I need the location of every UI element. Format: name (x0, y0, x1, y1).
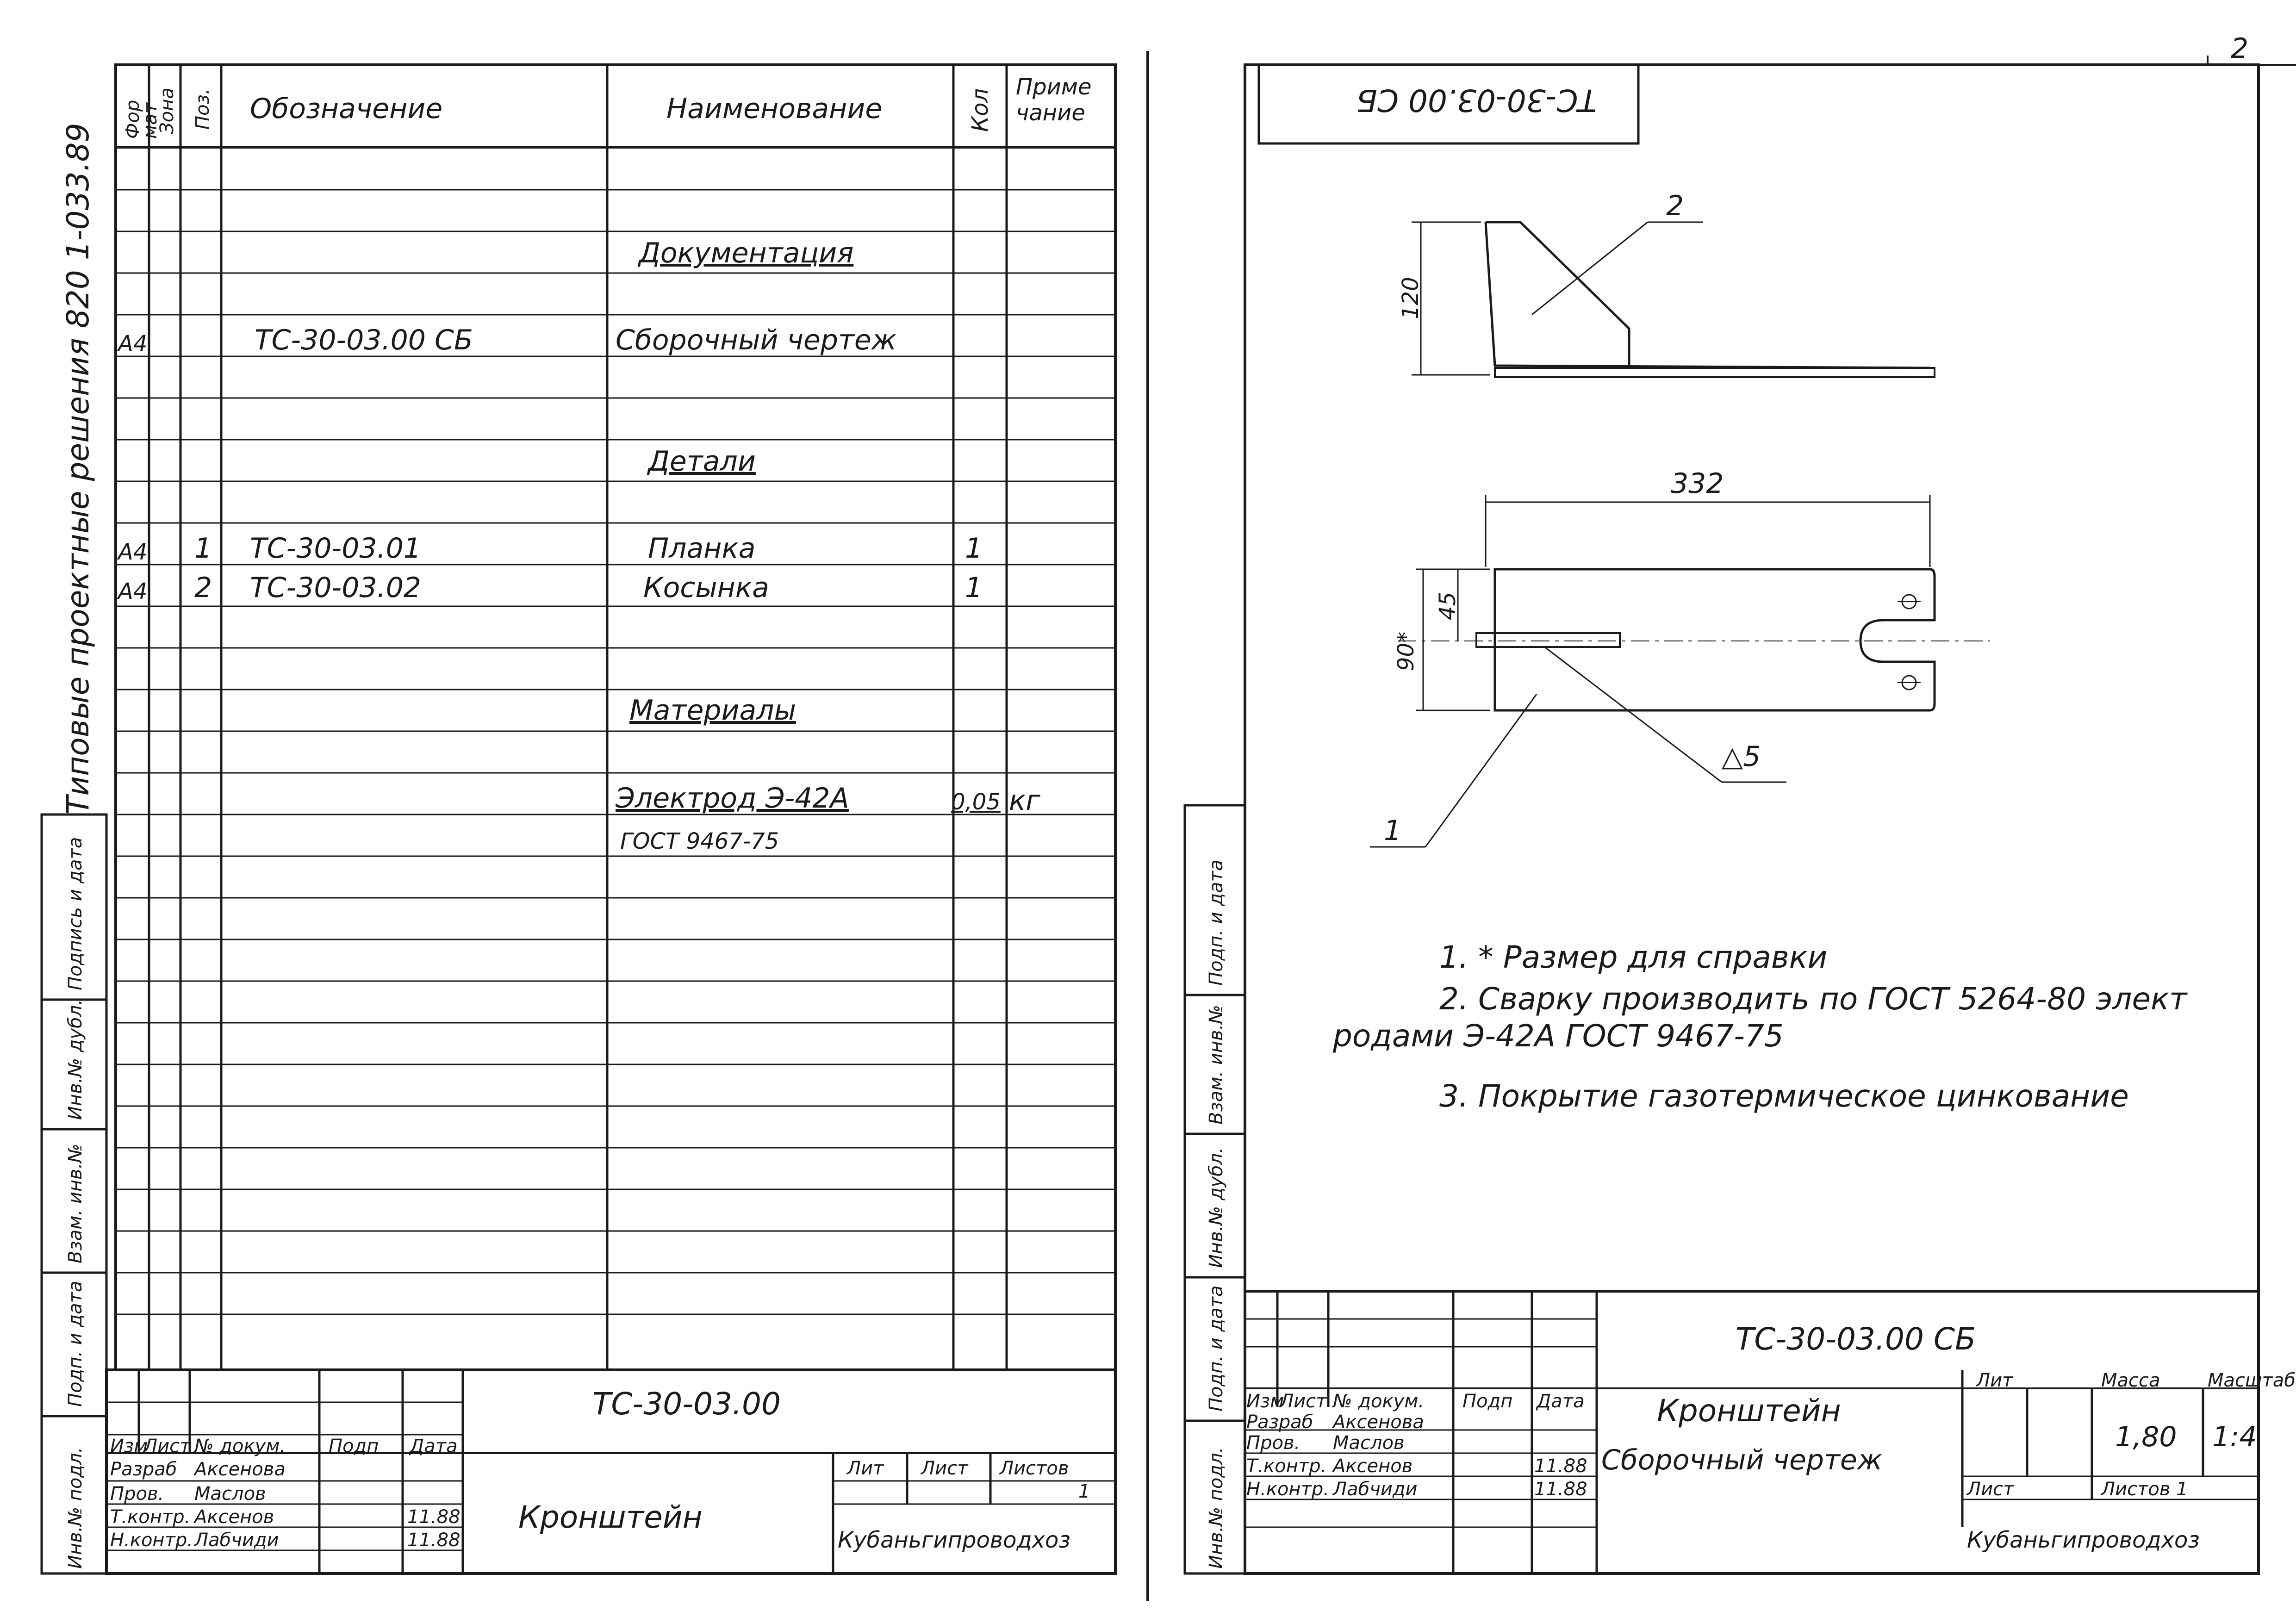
row-designation: ТС-30-03.02 (250, 572, 421, 604)
dim-length: 332 (1671, 467, 1724, 500)
row-qty: 1 (965, 572, 983, 604)
date: 11.88 (1534, 1479, 1587, 1500)
date: 11.88 (407, 1530, 460, 1551)
sheet-label: Лист (1967, 1479, 2014, 1500)
row-format: А4 (118, 539, 148, 565)
row-note: кг (1009, 784, 1040, 817)
mass-label: Масса (2101, 1370, 2160, 1391)
doc-number: ТС-30-03.00 (592, 1386, 781, 1422)
doc-type: Сборочный чертеж (1601, 1444, 1882, 1476)
callout-1: 1 (1384, 815, 1402, 847)
row-name: ГОСТ 9467-75 (620, 828, 779, 854)
person: Маслов (194, 1483, 266, 1505)
dim-width: 90* (1393, 631, 1419, 671)
side-label: Подп. и дата (1206, 859, 1227, 986)
sheets-label: Листов (1000, 1458, 1069, 1479)
header-designation: Обозначение (250, 93, 443, 125)
weld-symbol: △5 (1722, 740, 1761, 773)
col-header: № докум. (1333, 1391, 1425, 1412)
item-name: Кронштейн (1657, 1393, 1841, 1429)
role: Н.контр. (110, 1530, 193, 1551)
row-pos: 2 (194, 572, 212, 604)
date: 11.88 (1534, 1455, 1587, 1477)
person: Аксенов (194, 1506, 274, 1528)
col-header: Дата (410, 1436, 458, 1457)
page-number: 2 (2231, 32, 2249, 65)
note-2: 2. Сварку производить по ГОСТ 5264-80 элект (1439, 981, 2187, 1017)
lit-label: Лит (847, 1458, 884, 1479)
dim-height: 120 (1398, 277, 1424, 319)
col-header: Дата (1537, 1391, 1585, 1412)
col-header: Изм (1246, 1391, 1284, 1412)
bracket-drawing (1370, 222, 1990, 847)
side-label: Инв.№ подл. (1206, 1447, 1227, 1569)
section-details: Детали (648, 445, 756, 478)
doc-number: ТС-30-03.00 СБ (1736, 1321, 1976, 1357)
header-name: Наименование (666, 93, 883, 125)
row-designation: ТС-30-03.01 (250, 532, 421, 565)
header-qty: Кол (967, 88, 993, 132)
person: Аксенова (194, 1459, 286, 1480)
sheets-value: 1 (1078, 1481, 1090, 1502)
lit-label: Лит (1976, 1370, 2013, 1391)
side-label: Подпись и дата (65, 837, 86, 990)
side-label: Инв.№ дубл. (65, 999, 86, 1120)
person: Маслов (1333, 1432, 1405, 1454)
side-label: Взам. инв.№ (1206, 1005, 1227, 1125)
side-label: Подп. и дата (65, 1281, 86, 1407)
header-zone: Зона (156, 87, 178, 134)
note-3: 3. Покрытие газотермическое цинкование (1439, 1078, 2129, 1114)
row-name: Косынка (643, 572, 769, 604)
header-format: Фор мат (122, 99, 161, 139)
section-materials: Материалы (629, 694, 796, 727)
sheet-label: Лист (921, 1458, 968, 1479)
org-name: Кубаньгипроводхоз (1967, 1527, 2200, 1553)
row-qty: 0,05 (951, 789, 1001, 815)
callout-2: 2 (1666, 190, 1684, 222)
row-format: А4 (118, 578, 148, 604)
row-pos: 1 (194, 532, 212, 565)
role: Разраб (110, 1459, 177, 1480)
col-header: Подп (329, 1436, 379, 1457)
row-name: Сборочный чертеж (616, 324, 896, 356)
role: Н.контр. (1246, 1479, 1329, 1500)
scale-value: 1:4 (2212, 1421, 2257, 1453)
header-pos: Поз. (192, 88, 213, 130)
sheets-label: Листов 1 (2101, 1479, 2188, 1500)
row-format: А4 (118, 331, 148, 357)
row-designation: ТС-30-03.00 СБ (255, 324, 473, 356)
row-name: Планка (648, 532, 756, 565)
col-header: № докум. (194, 1436, 286, 1457)
mass-value: 1,80 (2115, 1421, 2177, 1453)
org-name: Кубаньгипроводхоз (838, 1527, 1070, 1553)
col-header: Изм (110, 1436, 148, 1457)
top-stamp: ТС-30-03.00 СБ (1356, 82, 1597, 118)
section-documentation: Документация (639, 237, 854, 269)
role: Т.контр. (1246, 1455, 1327, 1477)
role: Разраб (1246, 1412, 1313, 1433)
role: Пров. (110, 1483, 164, 1505)
side-label: Инв.№ дубл. (1206, 1147, 1227, 1268)
side-label: Взам. инв.№ (65, 1144, 86, 1263)
col-header: Подп (1462, 1391, 1513, 1412)
row-name: Электрод Э-42А (616, 782, 849, 815)
person: Лабчиди (1333, 1479, 1418, 1500)
person: Аксенов (1333, 1455, 1413, 1477)
note-1: 1. * Размер для справки (1439, 939, 1828, 975)
role: Т.контр. (110, 1506, 191, 1528)
side-label: Инв.№ подл. (65, 1447, 86, 1569)
item-name: Кронштейн (518, 1499, 703, 1535)
series-title: Типовые проектные решения 820 1-033.89 (60, 123, 96, 815)
role: Пров. (1246, 1432, 1300, 1454)
row-qty: 1 (965, 532, 983, 565)
date: 11.88 (407, 1506, 460, 1528)
person: Лабчиди (194, 1530, 279, 1551)
col-header: Лист (143, 1436, 191, 1457)
header-note: Приме чание (1016, 74, 1092, 126)
dim-offset: 45 (1435, 591, 1461, 620)
person: Аксенова (1333, 1412, 1424, 1433)
note-2-cont: родами Э-42А ГОСТ 9467-75 (1333, 1018, 1784, 1054)
side-label: Подп. и дата (1206, 1285, 1227, 1412)
scale-label: Масштаб (2208, 1370, 2296, 1391)
col-header: Лист (1280, 1391, 1327, 1412)
